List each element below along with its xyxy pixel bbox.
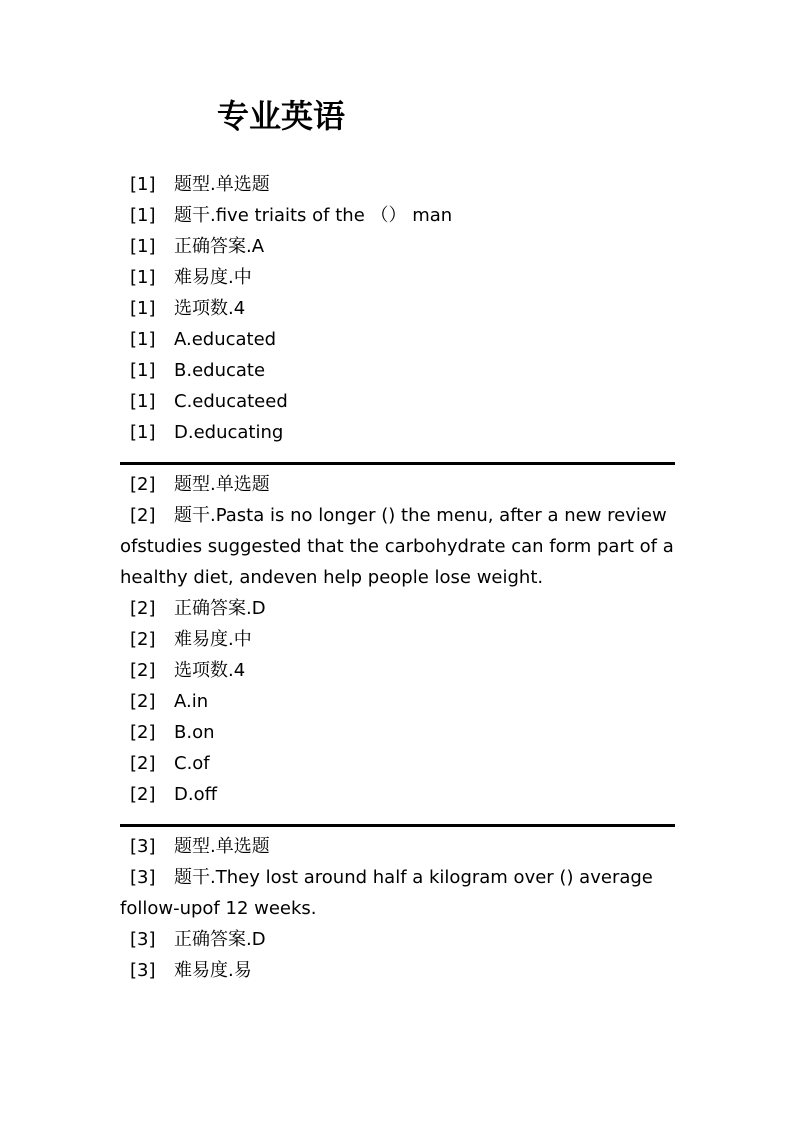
option-count: [1] 选项数.4 [120, 293, 675, 324]
option-count: [2] 选项数.4 [120, 655, 675, 686]
correct-answer: [1] 正确答案.A [120, 231, 675, 262]
question-number: [2] [130, 660, 156, 681]
question-stem-continued: healthy diet, andeven help people lose weight. [120, 567, 544, 588]
option-c: [2] C.of [120, 748, 675, 779]
question-divider [120, 462, 675, 465]
question-1 [120, 169, 675, 448]
question-number: [1] [130, 236, 156, 257]
question-number: [1] [130, 391, 156, 412]
difficulty: [1] 难易度.中 [120, 262, 675, 293]
question-stem-continued: follow-upof 12 weeks. [120, 898, 317, 919]
correct-answer: [3] 正确答案.D [120, 924, 675, 955]
question-type: [2] 题型.单选题 [120, 469, 675, 500]
option-b: [2] B.on [120, 717, 675, 748]
question-number: [2] [130, 722, 156, 743]
question-number: [3] [130, 867, 156, 888]
question-type: [3] 题型.单选题 [120, 831, 675, 862]
question-number: [3] [130, 836, 156, 857]
question-list [120, 169, 675, 986]
question-3 [120, 831, 675, 986]
difficulty: [2] 难易度.中 [120, 624, 675, 655]
question-number: [2] [130, 505, 156, 526]
difficulty: [3] 难易度.易 [120, 955, 675, 986]
question-number: [2] [130, 598, 156, 619]
question-number: [2] [130, 474, 156, 495]
question-number: [2] [130, 691, 156, 712]
question-number: [1] [130, 298, 156, 319]
question-stem: [2] 题干.Pasta is no longer () the menu, after a new review [120, 500, 675, 531]
option-b: [1] B.educate [120, 355, 675, 386]
question-stem: [3] 题干.They lost around half a kilogram over () average [120, 862, 675, 893]
question-number: [3] [130, 929, 156, 950]
question-stem: [1] 题干.five triaits of the （） man [120, 200, 675, 231]
option-c: [1] C.educateed [120, 386, 675, 417]
question-number: [3] [130, 960, 156, 981]
question-number: [2] [130, 629, 156, 650]
question-number: [1] [130, 329, 156, 350]
question-number: [1] [130, 205, 156, 226]
option-d: [2] D.off [120, 779, 675, 810]
question-number: [2] [130, 784, 156, 805]
correct-answer: [2] 正确答案.D [120, 593, 675, 624]
question-number: [1] [130, 267, 156, 288]
option-a: [1] A.educated [120, 324, 675, 355]
question-type: [1] 题型.单选题 [120, 169, 675, 200]
question-number: [2] [130, 753, 156, 774]
question-stem-continued: ofstudies suggested that the carbohydrate can form part of a [120, 536, 674, 557]
page-title: 专业英语 [217, 97, 346, 135]
question-number: [1] [130, 360, 156, 381]
question-divider [120, 824, 675, 827]
option-a: [2] A.in [120, 686, 675, 717]
question-number: [1] [130, 174, 156, 195]
option-d: [1] D.educating [120, 417, 675, 448]
question-2 [120, 469, 675, 810]
question-number: [1] [130, 422, 156, 443]
